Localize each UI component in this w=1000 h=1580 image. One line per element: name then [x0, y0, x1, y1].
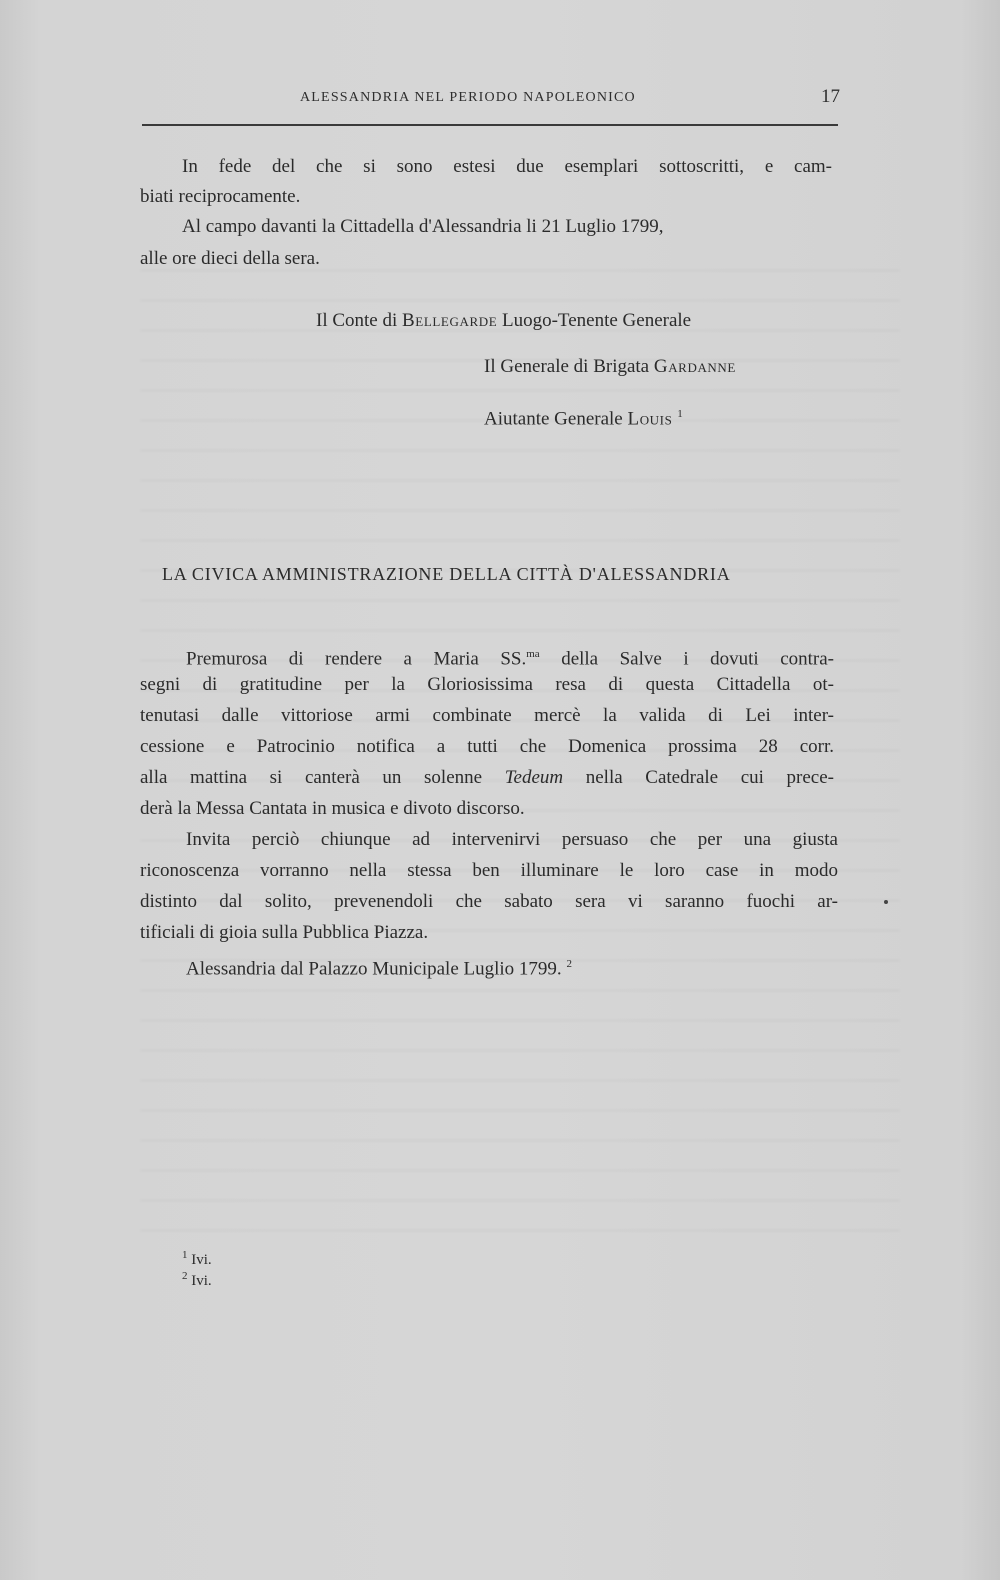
- signatory-title: Luogo-Tenente Generale: [502, 310, 692, 331]
- signature-prefix: Aiutante Generale: [484, 408, 623, 430]
- text-fragment: nella Catedrale cui prece-: [585, 767, 834, 788]
- text-line: segni di gratitudine per la Gloriosissima resa di questa Cittadella ot-: [140, 674, 834, 695]
- italic-word: Tedeum: [504, 767, 564, 788]
- footnote-number: 2: [182, 1270, 188, 1282]
- superscript-abbrev: ma: [526, 648, 540, 660]
- page-header: [140, 86, 840, 112]
- page-number: 17: [821, 86, 840, 107]
- footnote-1: [182, 1249, 212, 1269]
- signature-bellegarde: [316, 309, 691, 333]
- text-line: derà la Messa Cantata in musica e divoto discorso.: [140, 798, 525, 819]
- running-title: ALESSANDRIA NEL PERIODO NAPOLEONICO: [300, 90, 636, 105]
- text-line: tificiali di gioia sulla Pubblica Piazza.: [140, 922, 429, 943]
- section-heading: LA CIVICA AMMINISTRAZIONE DELLA CITTÀ D'ALESSANDRIA: [162, 564, 731, 584]
- text-line: tenutasi dalle vittoriose armi combinate mercè la valida di Lei inter-: [140, 705, 834, 726]
- text-fragment: alla mattina si canterà un solenne: [140, 767, 483, 788]
- signatory-name: Bellegarde: [402, 310, 498, 331]
- footnote-marker: 1: [677, 408, 683, 420]
- signature-prefix: Il Conte di: [316, 310, 398, 331]
- text-line: [186, 642, 834, 671]
- text-line: Al campo davanti la Cittadella d'Alessandria li 21 Luglio 1799,: [182, 216, 664, 237]
- text-fragment: della Salve i dovuti contra-: [561, 648, 834, 670]
- signature-louis: [484, 402, 683, 431]
- text-fragment: Premurosa di rendere a Maria SS.: [186, 648, 527, 670]
- text-line: [140, 766, 834, 790]
- signatory-name: Gardanne: [653, 356, 736, 377]
- signatory-name: Louis: [627, 408, 673, 430]
- header-rule: [142, 124, 838, 126]
- text-line: riconoscenza vorranno nella stessa ben illuminare le loro case in modo: [140, 860, 838, 881]
- text-line: distinto dal solito, prevenendoli che sabato sera vi saranno fuochi ar-: [140, 891, 838, 912]
- footnote-marker: 2: [566, 958, 572, 970]
- text-line: cessione e Patrocinio notifica a tutti che Domenica prossima 28 corr.: [140, 736, 834, 757]
- text-line: biati reciprocamente.: [140, 186, 301, 207]
- footnote-text: Ivi.: [191, 1252, 212, 1268]
- text-line: [186, 952, 572, 981]
- text-fragment: Alessandria dal Palazzo Municipale Luglio 1799.: [186, 958, 562, 980]
- footnote-2: [182, 1270, 212, 1290]
- text-line: Invita perciò chiunque ad intervenirvi persuaso che per una giusta: [186, 829, 838, 850]
- paper-speck: [884, 900, 888, 904]
- signature-gardanne: [484, 355, 736, 379]
- signature-prefix: Il Generale di Brigata: [484, 356, 650, 377]
- text-line: In fede del che si sono estesi due esemplari sottoscritti, e cam-: [182, 156, 832, 177]
- text-line: alle ore dieci della sera.: [140, 248, 320, 269]
- footnote-number: 1: [182, 1249, 188, 1261]
- footnote-text: Ivi.: [191, 1273, 212, 1289]
